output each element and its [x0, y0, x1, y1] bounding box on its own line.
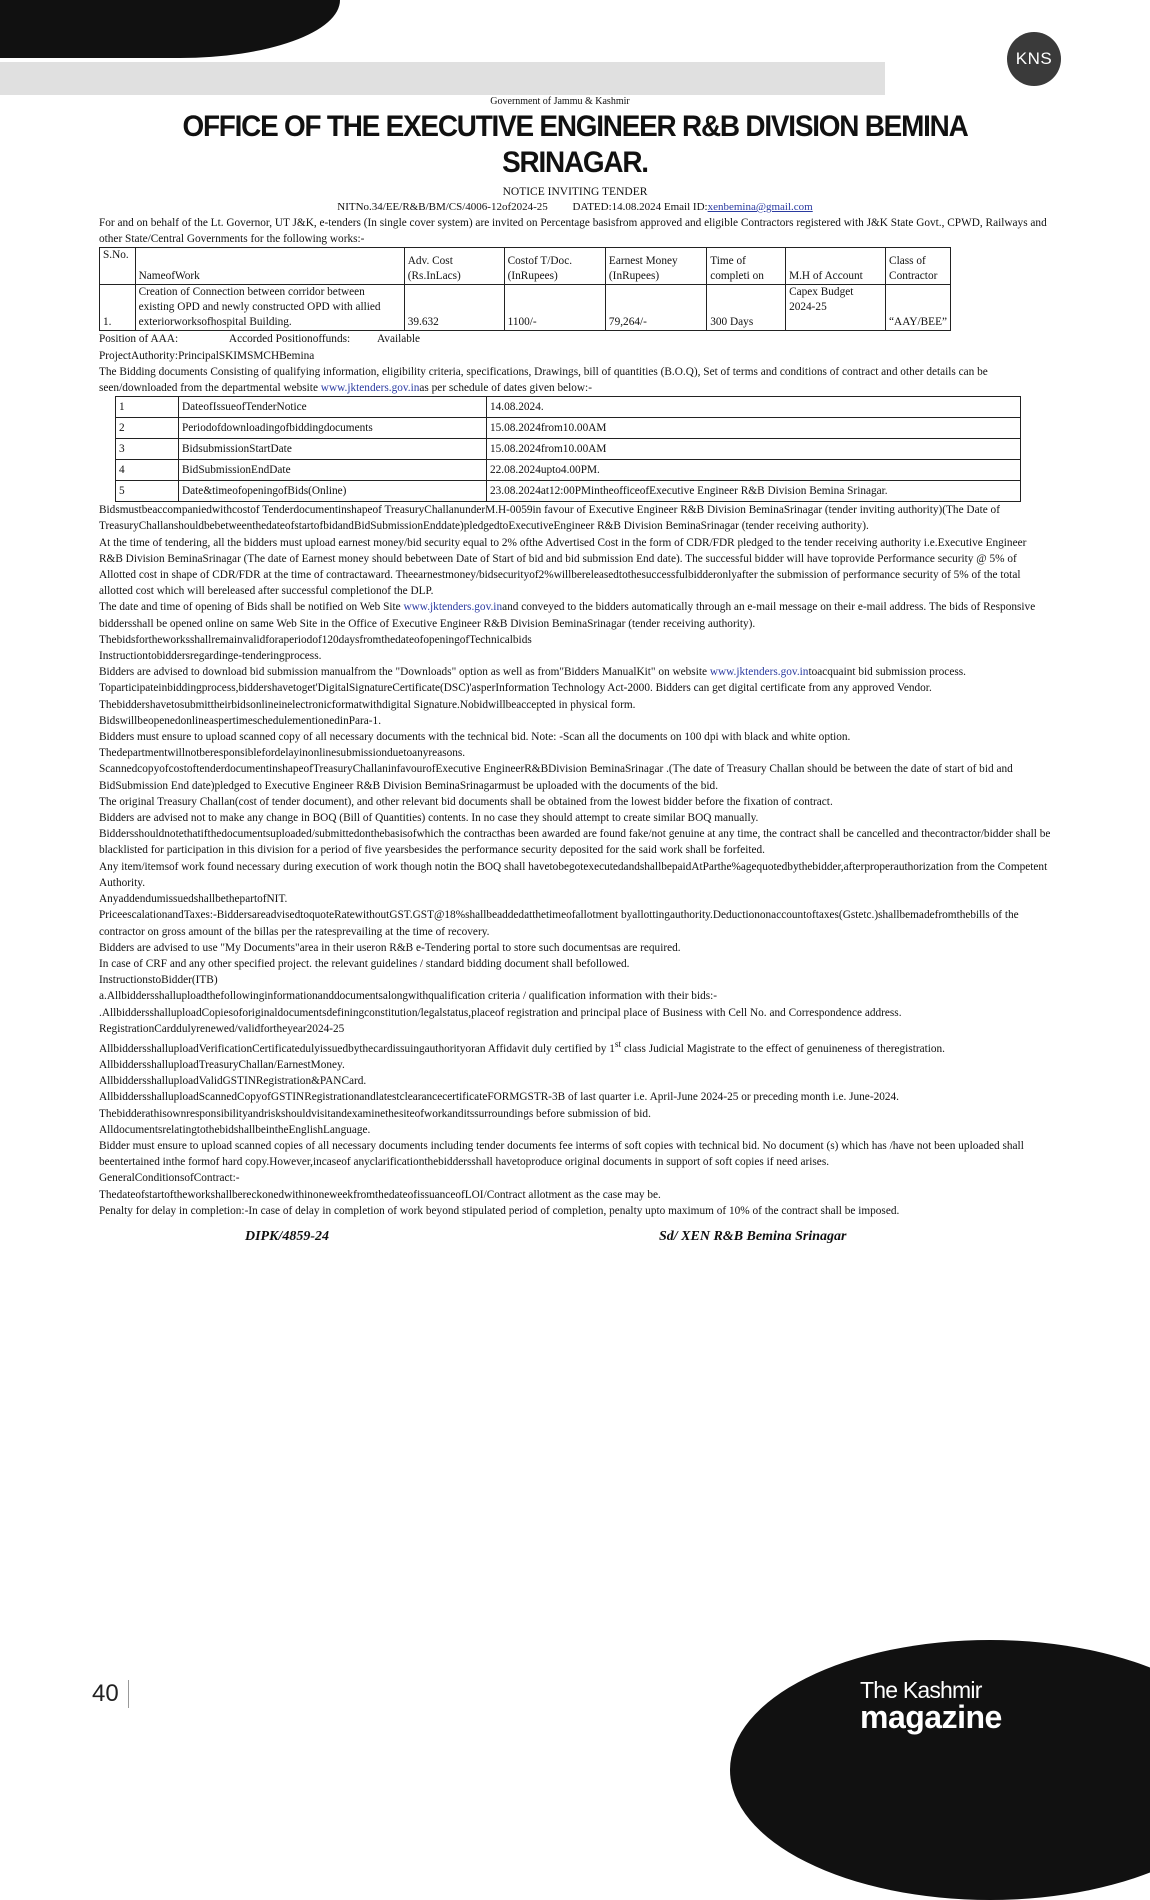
- paragraph: Any item/itemsof work found necessary during execution of work though notin the BOQ shall havetobegotexecutedandshallbepaidAtParthe%agequotedbythebidder,afterproperauthorization from the Competent Authority.: [99, 860, 1048, 889]
- signature-line: [99, 1229, 1051, 1245]
- magazine-logo: The Kashmir magazine: [860, 1677, 1002, 1735]
- email-link[interactable]: xenbemina@gmail.com: [707, 201, 813, 213]
- paragraph: AllbiddersshalluploadVerificationCertificatedulyissuedbythecardissuingauthorityoran Affidavit duly certified by 1st class Judicial Magistrate to the effect of genuineness of theregistration.: [99, 1039, 946, 1055]
- paragraph: Bidders are advised to download bid submission manualfrom the "Downloads" option as well as from"Bidders ManualKit" on website www.jktenders.gov.intoacquaint bid submission process.: [99, 666, 966, 679]
- nit-title: NOTICE INVITING TENDER: [502, 186, 648, 198]
- page-number-divider: [128, 1680, 129, 1708]
- bidding-docs-paragraph: The Bidding documents Consisting of qualifying information, eligibility criteria, specifications, Drawings, bill of quantities (B.O.Q), Set of terms and conditions of contract and other details can be seen/downloaded from the departmental website www.jktenders.gov.inas per schedule of dates given below:-: [99, 365, 988, 395]
- header-cell: S.No.: [100, 248, 136, 285]
- paragraph: GeneralConditionsofContract:-: [99, 1172, 240, 1185]
- govt-line: Government of Jammu & Kashmir: [490, 96, 630, 107]
- tender-notice: [99, 96, 1051, 1245]
- office-title: OFFICE OF THE EXECUTIVE ENGINEER R&B DIVISION BEMINA SRINAGAR.: [182, 110, 968, 179]
- paragraph: AllbiddersshalluploadScannedCopyofGSTINRegistrationandlatestclearancecertificateFORMGSTR-3B of last quarter i.e. April-June 2024-25 or preceding month i.e. June-2024.: [99, 1091, 899, 1104]
- schedule-row: 1 DateofIssueofTenderNotice 14.08.2024.: [116, 397, 1021, 418]
- paragraph: BidswillbeopenedonlineaspertimeschedulementionedinPara-1.: [99, 714, 382, 727]
- schedule-row: 3 BidsubmissionStartDate 15.08.2024from10.00AM: [116, 439, 1021, 460]
- cell-sno: 1.: [100, 285, 136, 331]
- header-cell: Costof T/Doc. (InRupees): [504, 248, 605, 285]
- cell-head-of-account: Capex Budget 2024-25: [786, 285, 886, 331]
- paragraph: AlldocumentsrelatingtothebidshallbeintheEnglishLanguage.: [99, 1123, 371, 1136]
- cell-doc-cost: 1100/-: [504, 285, 605, 331]
- schedule-row: 4 BidSubmissionEndDate 22.08.2024upto4.00PM.: [116, 460, 1021, 481]
- signatory: Sd/ XEN R&B Bemina Srinagar: [659, 1228, 847, 1244]
- dated-label: DATED:14.08.2024 Email ID:: [572, 201, 708, 213]
- works-row: [100, 285, 951, 331]
- paragraph: Bidders are advised not to make any change in BOQ (Bill of Quantities) contents. In no case they should attempt to create similar BOQ manually.: [99, 812, 759, 825]
- header-cell: M.H of Account: [786, 248, 886, 285]
- schedule-row: 5 Date&timeofopeningofBids(Online) 23.08.2024at12:00PMintheofficeofExecutive Engineer R&B Division Bemina Srinagar.: [116, 481, 1021, 502]
- header-cell: Adv. Cost (Rs.InLacs): [404, 248, 504, 285]
- paragraph: a.Allbiddersshalluploadthefollowinginformationanddocumentsalongwithqualification criteria / qualification information with their bids:-: [99, 990, 718, 1003]
- cell-class: “AAY/BEE”: [886, 285, 951, 331]
- paragraph: The date and time of opening of Bids shall be notified on Web Site www.jktenders.gov.inand conveyed to the bidders automatically through an e-mail message on their e-mail address. The bids of Responsive biddersshall be opened online on same Web Site in the Office of Executive Engineer R&B Division BeminaSrinagar (tender receiving authority).: [99, 601, 1036, 630]
- works-header-row: [100, 248, 951, 285]
- paragraph: Thebiddershavetosubmittheirbidsonlineinelectronicformatwithdigital Signature.Nobidwillbeaccepted in physical form.: [99, 698, 636, 711]
- paragraph: PriceescalationandTaxes:-BiddersareadvisedtoquoteRatewithoutGST.GST@18%shallbeaddedatthetimeofallotment byallottingauthority.Deductiononaccountoftaxes(Gstetc.)shallbemadefromthebills of the contractor on gross amount of the billas per the ratesprevailing at the time of recovery.: [99, 909, 1019, 938]
- corner-decoration: [0, 0, 340, 58]
- project-authority: ProjectAuthority:PrincipalSKIMSMCHBemina: [99, 349, 315, 362]
- paragraph: .AllbiddersshalluploadCopiesoforiginaldocumentsdefiningconstitution/legalstatus,placeof registration and principal place of Business with Cell No. and Correspondence address.: [99, 1006, 902, 1019]
- dipk-number: DIPK/4859-24: [245, 1228, 329, 1244]
- jktenders-link[interactable]: www.jktenders.gov.in: [403, 601, 503, 614]
- paragraph: In case of CRF and any other specified project. the relevant guidelines / standard bidding document shall befollowed.: [99, 957, 630, 970]
- paragraph: Thebidderathisownresponsibilityandriskshouldvisitandexaminethesiteofworkanditssurroundings before submission of bid.: [99, 1107, 651, 1120]
- paragraph: Thedepartmentwillnotberesponsiblefordelayinonlinesubmissionduetoanyreasons.: [99, 747, 466, 760]
- jktenders-link[interactable]: www.jktenders.gov.in: [709, 666, 809, 679]
- paragraph: InstructionstoBidder(ITB): [99, 974, 218, 987]
- schedule-row: 2 Periodofdownloadingofbiddingdocuments 15.08.2024from10.00AM: [116, 418, 1021, 439]
- works-table: [99, 247, 951, 331]
- paragraph: Toparticipateinbiddingprocess,biddershavetoget'DigitalSignatureCertificate(DSC)'asperInformation Technology Act-2000. Bidders can get digital certificate from any approved Vendor.: [99, 682, 932, 695]
- paragraph: Instructiontobiddersregardinge-tenderingprocess.: [99, 650, 322, 663]
- paragraph: AnyaddendumissuedshallbethepartofNIT.: [99, 893, 288, 906]
- paragraph: Bidder must ensure to upload scanned copies of all necessary documents including tender documents fee interms of soft copies with technical bid. No document (s) which has /have not been uploaded shall beentertained inthe formof hard copy.However,incaseof anyclarificationthebiddersshall havetoproduce original documents in support of soft copies if need arises.: [99, 1139, 1024, 1169]
- schedule-table: [115, 396, 1021, 502]
- paragraph: Thebidsfortheworksshallremainvalidforaperiodof120daysfromthedateofopeningofTechnicalbids: [99, 633, 532, 646]
- nit-reference: [99, 200, 1051, 215]
- kns-logo: KNS: [1007, 32, 1061, 86]
- paragraph: Biddersshouldnotethatifthedocumentsuploaded/submittedonthebasisofwhich the contracthas been awarded are found fake/not genuine at any time, the contract shall be cancelled and thecontractor/bidder shall be blacklisted for participation in this division for a period of five yearsbesides the performance security deposited for the said work shall be forfeited.: [99, 828, 1051, 857]
- cell-time: 300 Days: [707, 285, 786, 331]
- cell-adv-cost: 39.632: [404, 285, 504, 331]
- paragraph: AllbiddersshalluploadTreasuryChallan/EarnestMoney.: [99, 1058, 345, 1071]
- paragraph: At the time of tendering, all the bidders must upload earnest money/bid security equal to 2% ofthe Advertised Cost in the form of CDR/FDR pledged to the tender receiving authority i.e.Executive Engineer R&B Division BeminaSrinagar (The date of Earnest money should bebetween Date of Start of bid and bid submission End date). The successful bidder will have toprovide Performance security @ 5% of Allotted cost in shape of CDR/FDR at the time of contractaward. Theearnestmoney/bidsecurityof2%willbereleasedtothesuccessfulbidderonlyafter the submission of performance security of 5% of the total allotted cost which will bereleased after successful completionof the DLP.: [99, 536, 1027, 598]
- header-cell: NameofWork: [135, 248, 404, 285]
- paragraph: ScannedcopyofcostoftenderdocumentinshapeofTreasuryChallaninfavourofExecutive EngineerR&BDivision BeminaSrinagar .(The date of Treasury Challan should be between the date of start of bid and BidSubmission End date)pledged to Executive Engineer R&B Division BeminaSrinagarmust be uploaded with the documents of the bid.: [99, 763, 1013, 792]
- header-cell: Earnest Money (InRupees): [605, 248, 706, 285]
- paragraph: Bidders must ensure to upload scanned copy of all necessary documents with the technical bid. Note: -Scan all the documents on 100 dpi with black and white option.: [99, 731, 851, 744]
- aaa-line: Position of AAA: Accorded Positionoffunds: Available: [99, 333, 421, 346]
- paragraph: Bidsmustbeaccompaniedwithcostof Tenderdocumentinshapeof TreasuryChallanunderM.H-0059in favour of Executive Engineer R&B Division BeminaSrinagar (tender inviting authority)(The Date of TreasuryChallanshouldbebetweenthedateofstartofbidandBidSubmissionEnddate)pledgedtoExecutiveEngineer R&B Division BeminaSrinagar (tender receiving authority).: [99, 504, 1000, 533]
- cell-work-name: Creation of Connection between corridor between existing OPD and newly constructed OPD with allied exteriorworksofhospital Building.: [135, 285, 404, 331]
- cell-earnest-money: 79,264/-: [605, 285, 706, 331]
- header-cell: Time of completi on: [707, 248, 786, 285]
- intro-paragraph: For and on behalf of the Lt. Governor, UT J&K, e-tenders (In single cover system) are invited on Percentage basisfrom approved and eligible Contractors registered with J&K State Govt., CPWD, Railways and other State/Central Governments for the following works:-: [99, 217, 1047, 246]
- paragraph: The original Treasury Challan(cost of tender document), and other relevant bid documents shall be obtained from the lowest bidder before the fixation of contract.: [99, 795, 833, 808]
- paragraph: ThedateofstartoftheworkshallbereckonedwithinoneweekfromthedateofissuanceofLOI/Contract allotment as the case may be.: [99, 1188, 661, 1201]
- paragraph: RegistrationCarddulyrenewed/validfortheyear2024-25: [99, 1022, 345, 1035]
- paragraph: Penalty for delay in completion:-In case of delay in completion of work beyond stipulated period of completion, penalty upto maximum of 10% of the contract shall be imposed.: [99, 1204, 900, 1217]
- jktenders-link[interactable]: www.jktenders.gov.in: [320, 382, 420, 395]
- header-cell: Class of Contractor: [886, 248, 951, 285]
- header-bar: [0, 62, 885, 95]
- paragraph: AllbiddersshalluploadValidGSTINRegistration&PANCard.: [99, 1075, 367, 1088]
- paragraph: Bidders are advised to use "My Documents"area in their useron R&B e-Tendering portal to store such documentsas are required.: [99, 941, 681, 954]
- page-number: 40: [92, 1680, 119, 1707]
- nit-number: NITNo.34/EE/R&B/BM/CS/4006-12of2024-25: [337, 201, 548, 213]
